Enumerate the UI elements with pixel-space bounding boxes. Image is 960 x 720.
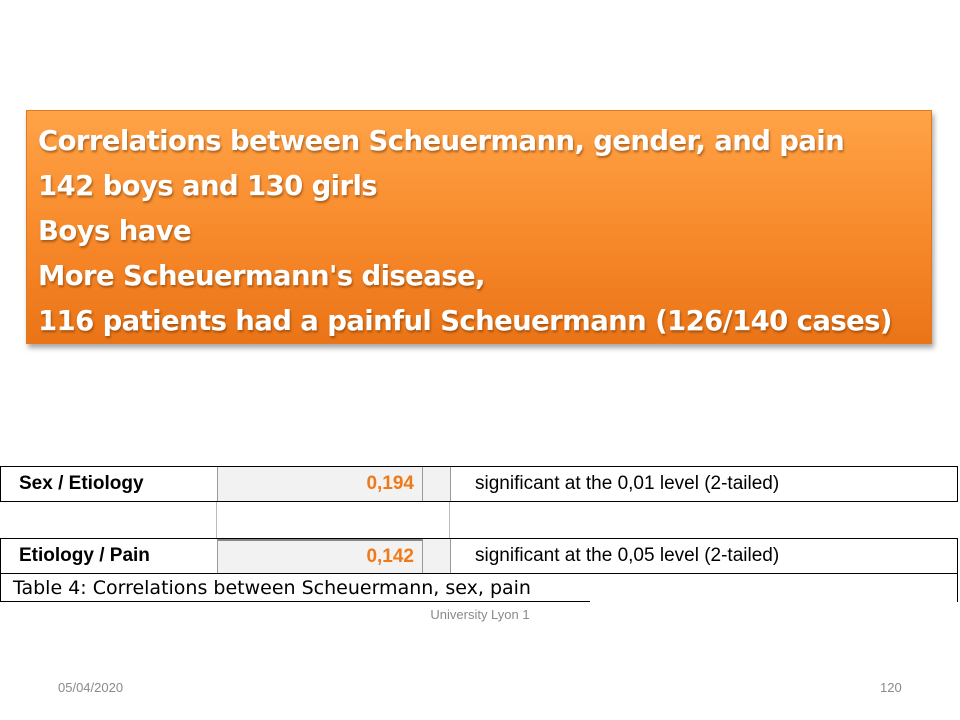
banner-line-5: 116 patients had a painful Scheuermann (126/140 cases) [38, 305, 892, 337]
banner-line-4: More Scheuermann's disease, [38, 260, 485, 292]
title-banner [26, 110, 932, 344]
page-number: 120 [880, 680, 902, 695]
banner-line-3: Boys have [38, 215, 192, 247]
table-border [957, 574, 958, 602]
significance-text: significant at the 0,05 level (2-tailed) [475, 545, 780, 566]
correlation-value: 0,142 [217, 539, 423, 573]
banner-line-1: Correlations between Scheuermann, gender, and pain [38, 125, 845, 157]
table-row [0, 466, 958, 502]
row-label: Etiology / Pain [19, 545, 150, 566]
footer-institution: University Lyon 1 [430, 607, 530, 622]
footer-date: 05/04/2020 [58, 680, 124, 695]
correlation-value: 0,194 [217, 467, 423, 501]
empty-cell [423, 467, 451, 501]
significance-text: significant at the 0,01 level (2-tailed) [475, 473, 780, 494]
banner-line-2: 142 boys and 130 girls [38, 170, 378, 202]
table-row [0, 538, 958, 574]
spacer-cell [216, 502, 450, 538]
row-label: Sex / Etiology [19, 473, 144, 494]
empty-cell [423, 539, 451, 573]
table-caption: Table 4: Correlations between Scheuermann, sex, pain [0, 574, 590, 602]
